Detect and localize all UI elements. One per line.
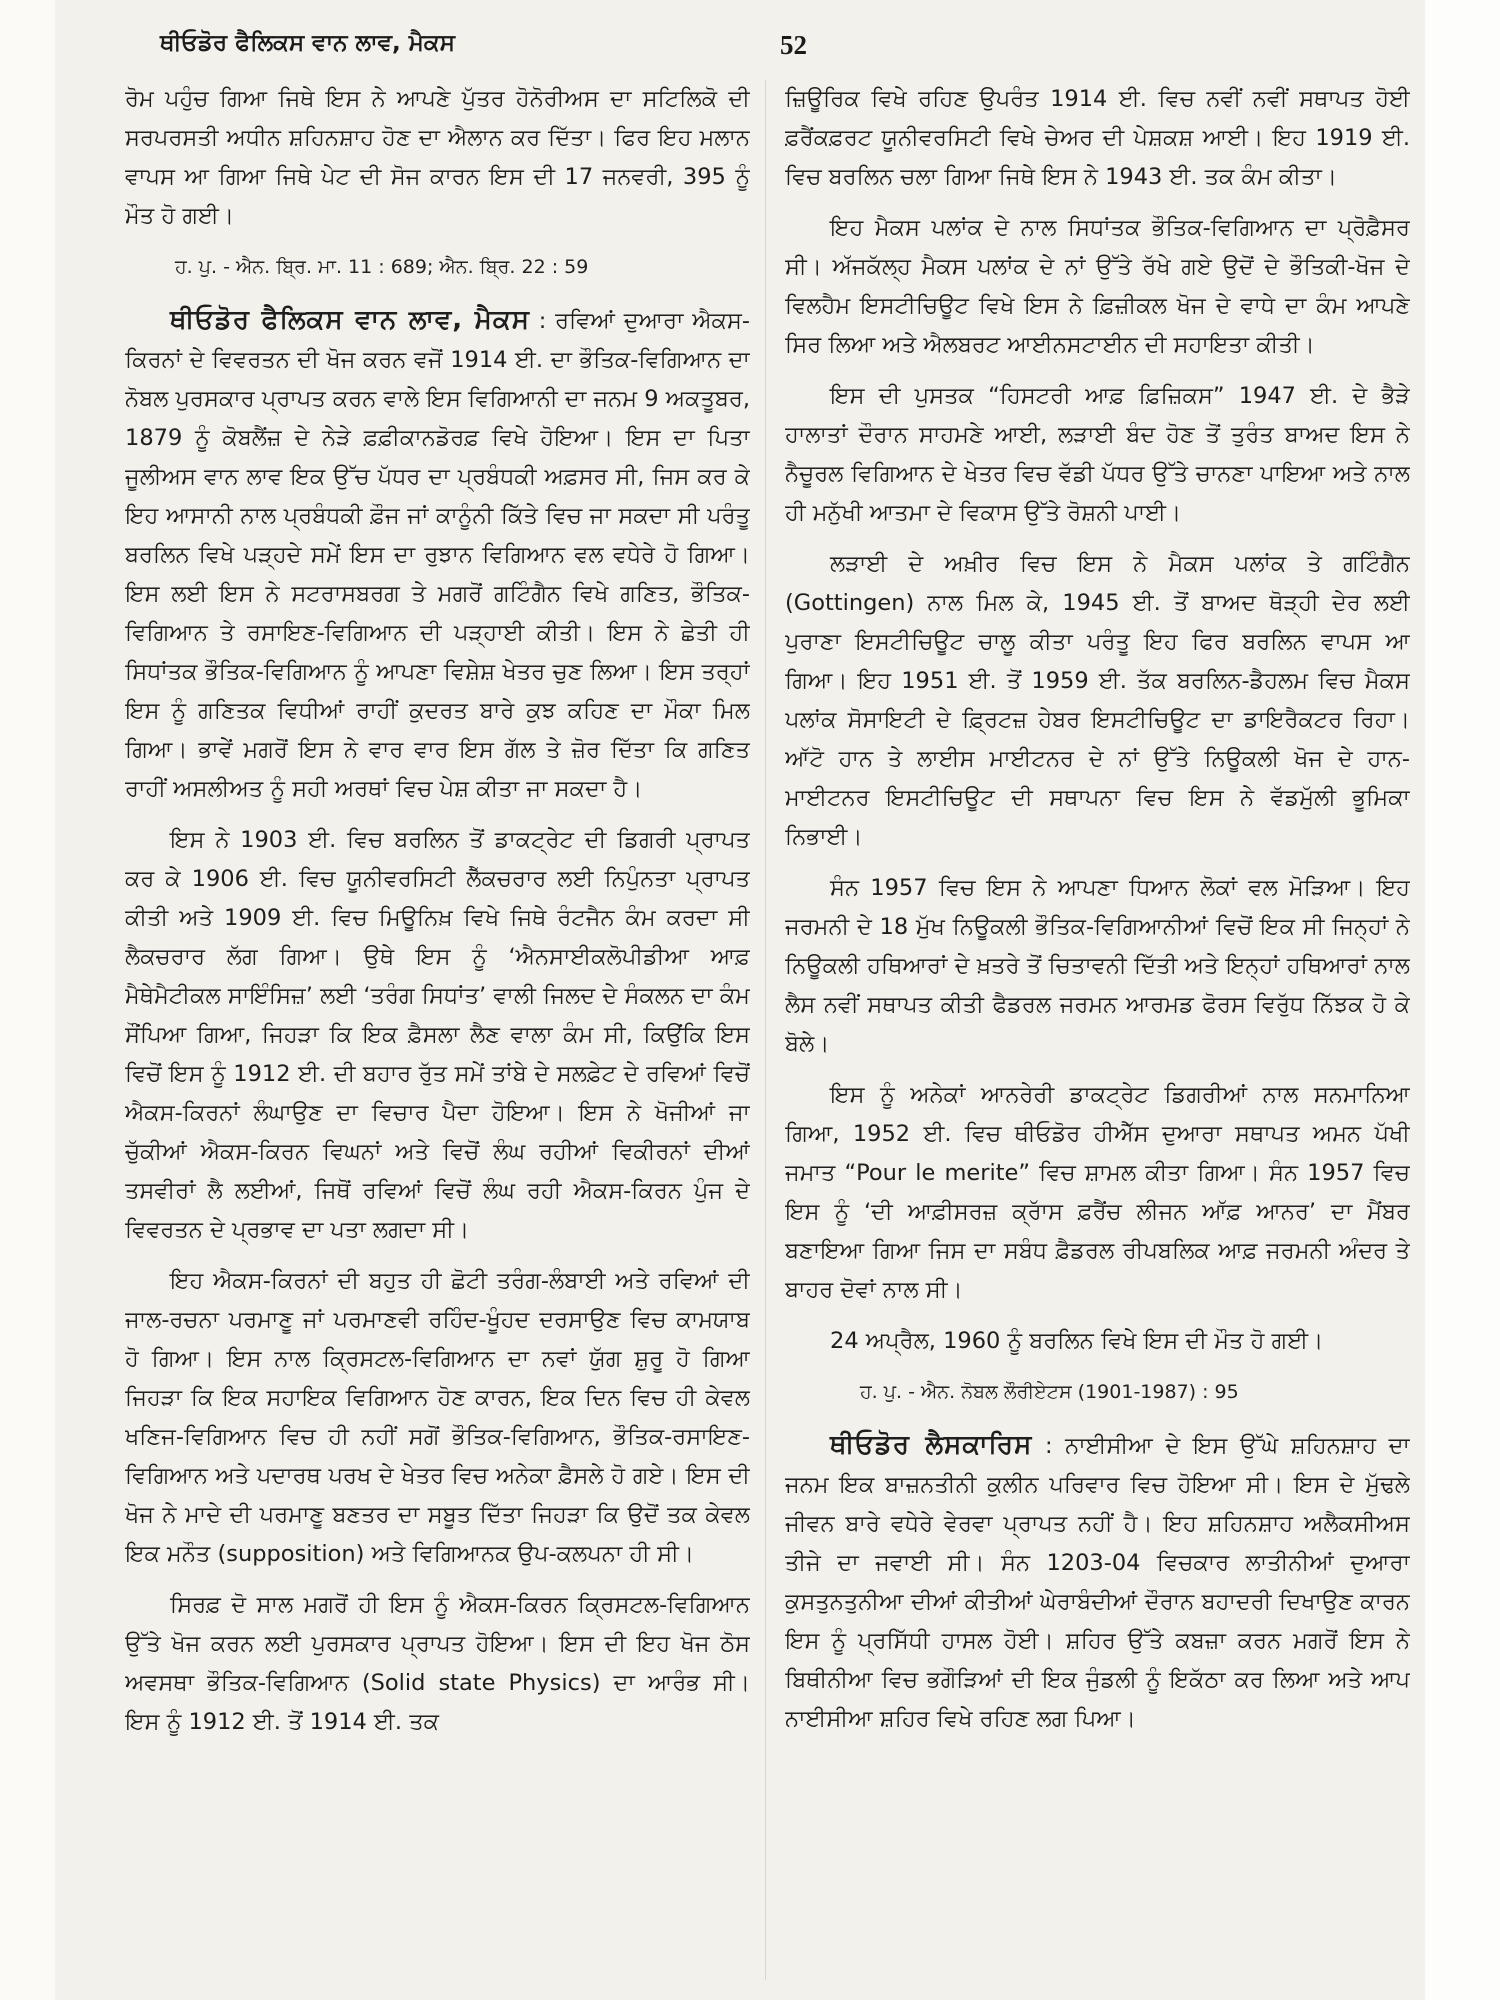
paragraph: 24 ਅਪ੍ਰੈਲ, 1960 ਨੂੰ ਬਰਲਿਨ ਵਿਖੇ ਇਸ ਦੀ ਮੌਤ ਹੋ ਗਈ। — [830, 1328, 1324, 1354]
paragraph: ਇਹ ਐਕਸ-ਕਿਰਨਾਂ ਦੀ ਬਹੁਤ ਹੀ ਛੋਟੀ ਤਰੰਗ-ਲੰਬਾਈ ਅਤੇ ਰਵਿਆਂ ਦੀ ਜਾਲ-ਰਚਨਾ ਪਰਮਾਣੂ ਜਾਂ ਪਰਮਾਣਵੀ ਰਹਿੰਦ-ਖੂੰਹਦ ਦਰਸਾਉਣ ਵਿਚ ਕਾਮਯਾਬ ਹੋ ਗਿਆ। ਇਸ ਨਾਲ ਕ੍ਰਿਸਟਲ-ਵਿਗਿਆਨ ਦਾ ਨਵਾਂ ਯੁੱਗ ਸ਼ੁਰੂ ਹੋ ਗਿਆ ਜਿਹੜਾ ਕਿ ਇਕ ਸਹਾਇਕ ਵਿਗਿਆਨ ਹੋਣ ਕਾਰਨ, ਇਕ ਦਿਨ ਵਿਚ ਹੀ ਕੇਵਲ ਖਣਿਜ-ਵਿਗਿਆਨ ਵਿਚ ਹੀ ਨਹੀਂ ਸਗੋਂ ਭੌਤਿਕ-ਵਿਗਿਆਨ, ਭੌਤਿਕ-ਰਸਾਇਣ-ਵਿਗਿਆਨ ਅਤੇ ਪਦਾਰਥ ਪਰਖ ਦੇ ਖੇਤਰ ਵਿਚ ਅਨੇਕਾ ਫ਼ੈਸਲੇ ਹੋ ਗਏ। ਇਸ ਦੀ ਖੋਜ ਨੇ ਮਾਦੇ ਦੀ ਪਰਮਾਣੂ ਬਣਤਰ ਦਾ ਸਬੂਤ ਦਿੱਤਾ ਜਿਹੜਾ ਕਿ ਉਦੋਂ ਤਕ ਕੇਵਲ ਇਕ ਮਨੌਤ (supposition) ਅਤੇ ਵਿਗਿਆਨਕ ਉਪ-ਕਲਪਨਾ ਹੀ ਸੀ। — [125, 1268, 750, 1567]
paragraph: ਸੰਨ 1957 ਵਿਚ ਇਸ ਨੇ ਆਪਣਾ ਧਿਆਨ ਲੋਕਾਂ ਵਲ ਮੋੜਿਆ। ਇਹ ਜਰਮਨੀ ਦੇ 18 ਮੁੱਖ ਨਿਊਕਲੀ ਭੌਤਿਕ-ਵਿਗਿਆਨੀਆਂ ਵਿਚੋਂ ਇਕ ਸੀ ਜਿਨ੍ਹਾਂ ਨੇ ਨਿਊਕਲੀ ਹਥਿਆਰਾਂ ਦੇ ਖ਼ਤਰੇ ਤੋਂ ਚਿਤਾਵਨੀ ਦਿੱਤੀ ਅਤੇ ਇਨ੍ਹਾਂ ਹਥਿਆਰਾਂ ਨਾਲ ਲੈਸ ਨਵੀਂ ਸਥਾਪਤ ਕੀਤੀ ਫੈਡਰਲ ਜਰਮਨ ਆਰਮਡ ਫੋਰਸ ਵਿਰੁੱਧ ਨਿੱਝਕ ਹੋ ਕੇ ਬੋਲੇ। — [785, 875, 1410, 1057]
entry-heading: ਥੀਓਡੋਰ ਲੈਸਕਾਰਿਸ — [830, 1430, 1033, 1460]
running-head: ਥੀਓਡੋਰ ਫੈਲਿਕਸ ਵਾਨ ਲਾਵ, ਮੈਕਸ — [160, 30, 455, 56]
page-number: 52 — [780, 30, 807, 60]
entry-heading: ਥੀਓਡੋਰ ਫੈਲਿਕਸ ਵਾਨ ਲਾਵ, ਮੈਕਸ — [170, 305, 530, 335]
page-header — [80, 30, 1420, 70]
paragraph: ਇਸ ਨੂੰ ਅਨੇਕਾਂ ਆਨਰੇਰੀ ਡਾਕਟ੍ਰੇਟ ਡਿਗਰੀਆਂ ਨਾਲ ਸਨਮਾਨਿਆ ਗਿਆ, 1952 ਈ. ਵਿਚ ਥੀਓਡੋਰ ਹੀਐੱਸ ਦੁਆਰਾ ਸਥਾਪਤ ਅਮਨ ਪੱਖੀ ਜਮਾਤ “Pour le merite” ਵਿਚ ਸ਼ਾਮਲ ਕੀਤਾ ਗਿਆ। ਸੰਨ 1957 ਵਿਚ ਇਸ ਨੂੰ ‘ਦੀ ਆਫ਼ੀਸਰਜ਼ ਕ੍ਰਾੱਸ ਫ਼ਰੈਂਚ ਲੀਜਨ ਆੱਫ਼ ਆਨਰ’ ਦਾ ਮੈਂਬਰ ਬਣਾਇਆ ਗਿਆ ਜਿਸ ਦਾ ਸਬੰਧ ਫ਼ੈਡਰਲ ਰੀਪਬਲਿਕ ਆਫ਼ ਜਰਮਨੀ ਅੰਦਰ ਤੇ ਬਾਹਰ ਦੋਵਾਂ ਨਾਲ ਸੀ। — [785, 1082, 1410, 1303]
page-margin — [1425, 0, 1500, 2000]
paragraph: ਇਸ ਨੇ 1903 ਈ. ਵਿਚ ਬਰਲਿਨ ਤੋਂ ਡਾਕਟ੍ਰੇਟ ਦੀ ਡਿਗਰੀ ਪ੍ਰਾਪਤ ਕਰ ਕੇ 1906 ਈ. ਵਿਚ ਯੂਨੀਵਰਸਿਟੀ ਲੈੱਕਚਰਾਰ ਲਈ ਨਿਪੁੰਨਤਾ ਪ੍ਰਾਪਤ ਕੀਤੀ ਅਤੇ 1909 ਈ. ਵਿਚ ਮਿਊਨਿਖ਼ ਵਿਖੇ ਜਿਥੇ ਰੰਟਜੈਨ ਕੰਮ ਕਰਦਾ ਸੀ ਲੈਕਚਰਾਰ ਲੱਗ ਗਿਆ। ਉਥੇ ਇਸ ਨੂੰ ‘ਐਨਸਾਈਕਲੋਪੀਡੀਆ ਆਫ਼ ਮੈਥੇਮੈਟੀਕਲ ਸਾਇੰਸਿਜ਼’ ਲਈ ‘ਤਰੰਗ ਸਿਧਾਂਤ’ ਵਾਲੀ ਜਿਲਦ ਦੇ ਸੰਕਲਨ ਦਾ ਕੰਮ ਸੌਂਪਿਆ ਗਿਆ, ਜਿਹੜਾ ਕਿ ਇਕ ਫ਼ੈਸਲਾ ਲੈਣ ਵਾਲਾ ਕੰਮ ਸੀ, ਕਿਉਂਕਿ ਇਸ ਵਿਚੋਂ ਇਸ ਨੂੰ 1912 ਈ. ਦੀ ਬਹਾਰ ਰੁੱਤ ਸਮੇਂ ਤਾਂਬੇ ਦੇ ਸਲਫ਼ੇਟ ਦੇ ਰਵਿਆਂ ਵਿਚੋਂ ਐਕਸ-ਕਿਰਨਾਂ ਲੰਘਾਉਣ ਦਾ ਵਿਚਾਰ ਪੈਦਾ ਹੋਇਆ। ਇਸ ਨੇ ਖੋਜੀਆਂ ਜਾ ਚੁੱਕੀਆਂ ਐਕਸ-ਕਿਰਨ ਵਿਘਨਾਂ ਅਤੇ ਵਿਚੋਂ ਲੰਘ ਰਹੀਆਂ ਵਿਕੀਰਨਾਂ ਦੀਆਂ ਤਸਵੀਰਾਂ ਲੈ ਲਈਆਂ, ਜਿਥੋਂ ਰਵਿਆਂ ਵਿਚੋਂ ਲੰਘ ਰਹੀ ਐਕਸ-ਕਿਰਨ ਪੁੰਜ ਦੇ ਵਿਵਰਤਨ ਦੇ ਪ੍ਰਭਾਵ ਦਾ ਪਤਾ ਲਗਦਾ ਸੀ। — [125, 827, 750, 1243]
paragraph: ਲੜਾਈ ਦੇ ਅਖ਼ੀਰ ਵਿਚ ਇਸ ਨੇ ਮੈਕਸ ਪਲਾਂਕ ਤੇ ਗਟਿੰਗੈਨ (Gottingen) ਨਾਲ ਮਿਲ ਕੇ, 1945 ਈ. ਤੋਂ ਬਾਅਦ ਥੋੜ੍ਹੀ ਦੇਰ ਲਈ ਪੁਰਾਣਾ ਇਸਟੀਚਿਊਟ ਚਾਲੂ ਕੀਤਾ ਪਰੰਤੂ ਇਹ ਫਿਰ ਬਰਲਿਨ ਵਾਪਸ ਆ ਗਿਆ। ਇਹ 1951 ਈ. ਤੋਂ 1959 ਈ. ਤੱਕ ਬਰਲਿਨ-ਡੈਹਲਮ ਵਿਚ ਮੈਕਸ ਪਲਾਂਕ ਸੋਸਾਇਟੀ ਦੇ ਫ਼੍ਰਿਟਜ਼ ਹੇਬਰ ਇਸਟੀਚਿਊਟ ਦਾ ਡਾਇਰੈਕਟਰ ਰਿਹਾ। ਆੱਟੋ ਹਾਨ ਤੇ ਲਾਈਸ ਮਾਈਟਨਰ ਦੇ ਨਾਂ ਉੱਤੇ ਨਿਊਕਲੀ ਖੋਜ ਦੇ ਹਾਨ-ਮਾਈਟਨਰ ਇਸਟੀਚਿਊਟ ਦੀ ਸਥਾਪਨਾ ਵਿਚ ਇਸ ਨੇ ਵੱਡਮੁੱਲੀ ਭੂਮਿਕਾ ਨਿਭਾਈ। — [785, 551, 1410, 850]
left-column — [125, 80, 750, 1980]
reference-line: ਹ. ਪੁ. - ਐਨ. ਨੋਬਲ ਲੌਰੀਏਟਸ (1901-1987) : 95 — [860, 1381, 1239, 1403]
entry-paragraph — [785, 1426, 1410, 1739]
entry-text: : ਰਵਿਆਂ ਦੁਆਰਾ ਐਕਸ-ਕਿਰਨਾਂ ਦੇ ਵਿਵਰਤਨ ਦੀ ਖੋਜ ਕਰਨ ਵਜੋਂ 1914 ਈ. ਦਾ ਭੌਤਿਕ-ਵਿਗਿਆਨ ਦਾ ਨੋਬਲ ਪੁਰਸਕਾਰ ਪ੍ਰਾਪਤ ਕਰਨ ਵਾਲੇ ਇਸ ਵਿਗਿਆਨੀ ਦਾ ਜਨਮ 9 ਅਕਤੂਬਰ, 1879 ਨੂੰ ਕੋਬਲੈਂਜ਼ ਦੇ ਨੇੜੇ ਫ਼ਫ਼ੀਕਾਨਡੋਰਫ਼ ਵਿਖੇ ਹੋਇਆ। ਇਸ ਦਾ ਪਿਤਾ ਜੂਲੀਅਸ ਵਾਨ ਲਾਵ ਇਕ ਉੱਚ ਪੱਧਰ ਦਾ ਪ੍ਰਬੰਧਕੀ ਅਫ਼ਸਰ ਸੀ, ਜਿਸ ਕਰ ਕੇ ਇਹ ਆਸਾਨੀ ਨਾਲ ਪ੍ਰਬੰਧਕੀ ਫ਼ੌਜ ਜਾਂ ਕਾਨੂੰਨੀ ਕਿੱਤੇ ਵਿਚ ਜਾ ਸਕਦਾ ਸੀ ਪਰੰਤੂ ਬਰਲਿਨ ਵਿਖੇ ਪੜ੍ਹਦੇ ਸਮੇਂ ਇਸ ਦਾ ਰੁਝਾਨ ਵਿਗਿਆਨ ਵਲ ਵਧੇਰੇ ਹੋ ਗਿਆ। ਇਸ ਲਈ ਇਸ ਨੇ ਸਟਰਾਸਬਰਗ ਤੇ ਮਗਰੋਂ ਗਟਿੰਗੈਨ ਵਿਖੇ ਗਣਿਤ, ਭੌਤਿਕ-ਵਿਗਿਆਨ ਤੇ ਰਸਾਇਣ-ਵਿਗਿਆਨ ਦੀ ਪੜ੍ਹਾਈ ਕੀਤੀ। ਇਸ ਨੇ ਛੇਤੀ ਹੀ ਸਿਧਾਂਤਕ ਭੌਤਿਕ-ਵਿਗਿਆਨ ਨੂੰ ਆਪਣਾ ਵਿਸ਼ੇਸ਼ ਖੇਤਰ ਚੁਣ ਲਿਆ। ਇਸ ਤਰ੍ਹਾਂ ਇਸ ਨੂੰ ਗਣਿਤਕ ਵਿਧੀਆਂ ਰਾਹੀਂ ਕੁਦਰਤ ਬਾਰੇ ਕੁਝ ਕਹਿਣ ਦਾ ਮੌਕਾ ਮਿਲ ਗਿਆ। ਭਾਵੇਂ ਮਗਰੋਂ ਇਸ ਨੇ ਵਾਰ ਵਾਰ ਇਸ ਗੱਲ ਤੇ ਜ਼ੋਰ ਦਿੱਤਾ ਕਿ ਗਣਿਤ ਰਾਹੀਂ ਅਸਲੀਅਤ ਨੂੰ ਸਹੀ ਅਰਥਾਂ ਵਿਚ ਪੇਸ਼ ਕੀਤਾ ਜਾ ਸਕਦਾ ਹੈ। — [125, 308, 750, 802]
entry-paragraph — [125, 301, 750, 809]
paragraph: ਸਿਰਫ਼ ਦੋ ਸਾਲ ਮਗਰੋਂ ਹੀ ਇਸ ਨੂੰ ਐਕਸ-ਕਿਰਨ ਕ੍ਰਿਸਟਲ-ਵਿਗਿਆਨ ਉੱਤੇ ਖੋਜ ਕਰਨ ਲਈ ਪੁਰਸਕਾਰ ਪ੍ਰਾਪਤ ਹੋਇਆ। ਇਸ ਦੀ ਇਹ ਖੋਜ ਠੋਸ ਅਵਸਥਾ ਭੌਤਿਕ-ਵਿਗਿਆਨ (Solid state Physics) ਦਾ ਆਰੰਭ ਸੀ। ਇਸ ਨੂੰ 1912 ਈ. ਤੋਂ 1914 ਈ. ਤਕ — [125, 1592, 750, 1735]
right-column — [785, 80, 1410, 1980]
paragraph: ਇਹ ਮੈਕਸ ਪਲਾਂਕ ਦੇ ਨਾਲ ਸਿਧਾਂਤਕ ਭੌਤਿਕ-ਵਿਗਿਆਨ ਦਾ ਪ੍ਰੋਫ਼ੈਸਰ ਸੀ। ਅੱਜਕੱਲ੍ਹ ਮੈਕਸ ਪਲਾਂਕ ਦੇ ਨਾਂ ਉੱਤੇ ਰੱਖੇ ਗਏ ਉਦੋਂ ਦੇ ਭੌਤਿਕੀ-ਖੋਜ ਦੇ ਵਿਲਹੈਮ ਇਸਟੀਚਿਊਟ ਵਿਖੇ ਇਸ ਨੇ ਫ਼ਿਜ਼ੀਕਲ ਖੋਜ ਦੇ ਵਾਧੇ ਦਾ ਕੰਮ ਆਪਣੇ ਸਿਰ ਲਿਆ ਅਤੇ ਐਲਬਰਟ ਆਈਨਸਟਾਈਨ ਦੀ ਸਹਾਇਤਾ ਕੀਤੀ। — [785, 215, 1410, 358]
paragraph: ਇਸ ਦੀ ਪੁਸਤਕ “ਹਿਸਟਰੀ ਆਫ਼ ਫ਼ਿਜ਼ਿਕਸ” 1947 ਈ. ਦੇ ਭੈੜੇ ਹਾਲਾਤਾਂ ਦੌਰਾਨ ਸਾਹਮਣੇ ਆਈ, ਲੜਾਈ ਬੰਦ ਹੋਣ ਤੋਂ ਤੁਰੰਤ ਬਾਅਦ ਇਸ ਨੇ ਨੈਚੂਰਲ ਵਿਗਿਆਨ ਦੇ ਖੇਤਰ ਵਿਚ ਵੱਡੀ ਪੱਧਰ ਉੱਤੇ ਚਾਨਣਾ ਪਾਇਆ ਅਤੇ ਨਾਲ ਹੀ ਮਨੁੱਖੀ ਆਤਮਾ ਦੇ ਵਿਕਾਸ ਉੱਤੇ ਰੋਸ਼ਨੀ ਪਾਈ। — [785, 383, 1410, 526]
entry-text: : ਨਾਈਸੀਆ ਦੇ ਇਸ ਉੱਘੇ ਸ਼ਹਿਨਸ਼ਾਹ ਦਾ ਜਨਮ ਇਕ ਬਾਜ਼ਨਤੀਨੀ ਕੁਲੀਨ ਪਰਿਵਾਰ ਵਿਚ ਹੋਇਆ ਸੀ। ਇਸ ਦੇ ਮੁੱਢਲੇ ਜੀਵਨ ਬਾਰੇ ਵਧੇਰੇ ਵੇਰਵਾ ਪ੍ਰਾਪਤ ਨਹੀਂ ਹੈ। ਇਹ ਸ਼ਹਿਨਸ਼ਾਹ ਅਲੈਕਸੀਅਸ ਤੀਜੇ ਦਾ ਜਵਾਈ ਸੀ। ਸੰਨ 1203-04 ਵਿਚਕਾਰ ਲਾਤੀਨੀਆਂ ਦੁਆਰਾ ਕੁਸਤੁਨਤੁਨੀਆ ਦੀਆਂ ਕੀਤੀਆਂ ਘੇਰਾਬੰਦੀਆਂ ਦੌਰਾਨ ਬਹਾਦਰੀ ਦਿਖਾਉਣ ਕਾਰਨ ਇਸ ਨੂੰ ਪ੍ਰਸਿੱਧੀ ਹਾਸਲ ਹੋਈ। ਸ਼ਹਿਰ ਉੱਤੇ ਕਬਜ਼ਾ ਕਰਨ ਮਗਰੋਂ ਇਸ ਨੇ ਬਿਥੀਨੀਆ ਵਿਚ ਭਗੌੜਿਆਂ ਦੀ ਇਕ ਜੁੰਡਲੀ ਨੂੰ ਇਕੱਠਾ ਕਰ ਲਿਆ ਅਤੇ ਆਪ ਨਾਈਸੀਆ ਸ਼ਹਿਰ ਵਿਖੇ ਰਹਿਣ ਲਗ ਪਿਆ। — [785, 1433, 1410, 1732]
reference-line: ਹ. ਪੁ. - ਐਨ. ਬ੍ਰਿ. ਮਾ. 11 : 689; ਐਨ. ਬ੍ਰਿ. 22 : 59 — [175, 256, 589, 278]
paragraph: ਜ਼ਿਊਰਿਕ ਵਿਖੇ ਰਹਿਣ ਉਪਰੰਤ 1914 ਈ. ਵਿਚ ਨਵੀਂ ਨਵੀਂ ਸਥਾਪਤ ਹੋਈ ਫ਼ਰੈਂਕਫ਼ਰਟ ਯੂਨੀਵਰਸਿਟੀ ਵਿਖੇ ਚੇਅਰ ਦੀ ਪੇਸ਼ਕਸ਼ ਆਈ। ਇਹ 1919 ਈ. ਵਿਚ ਬਰਲਿਨ ਚਲਾ ਗਿਆ ਜਿਥੇ ਇਸ ਨੇ 1943 ਈ. ਤਕ ਕੰਮ ਕੀਤਾ। — [785, 86, 1410, 190]
paragraph: ਰੋਮ ਪਹੁੰਚ ਗਿਆ ਜਿਥੇ ਇਸ ਨੇ ਆਪਣੇ ਪੁੱਤਰ ਹੋਨੋਰੀਅਸ ਦਾ ਸਟਿਲਿਕੋ ਦੀ ਸਰਪਰਸਤੀ ਅਧੀਨ ਸ਼ਹਿਨਸ਼ਾਹ ਹੋਣ ਦਾ ਐਲਾਨ ਕਰ ਦਿੱਤਾ। ਫਿਰ ਇਹ ਮਲਾਨ ਵਾਪਸ ਆ ਗਿਆ ਜਿਥੇ ਪੇਟ ਦੀ ਸੋਜ ਕਾਰਨ ਇਸ ਦੀ 17 ਜਨਵਰੀ, 395 ਨੂੰ ਮੌਤ ਹੋ ਗਈ। — [125, 86, 750, 229]
column-divider — [765, 80, 766, 1980]
